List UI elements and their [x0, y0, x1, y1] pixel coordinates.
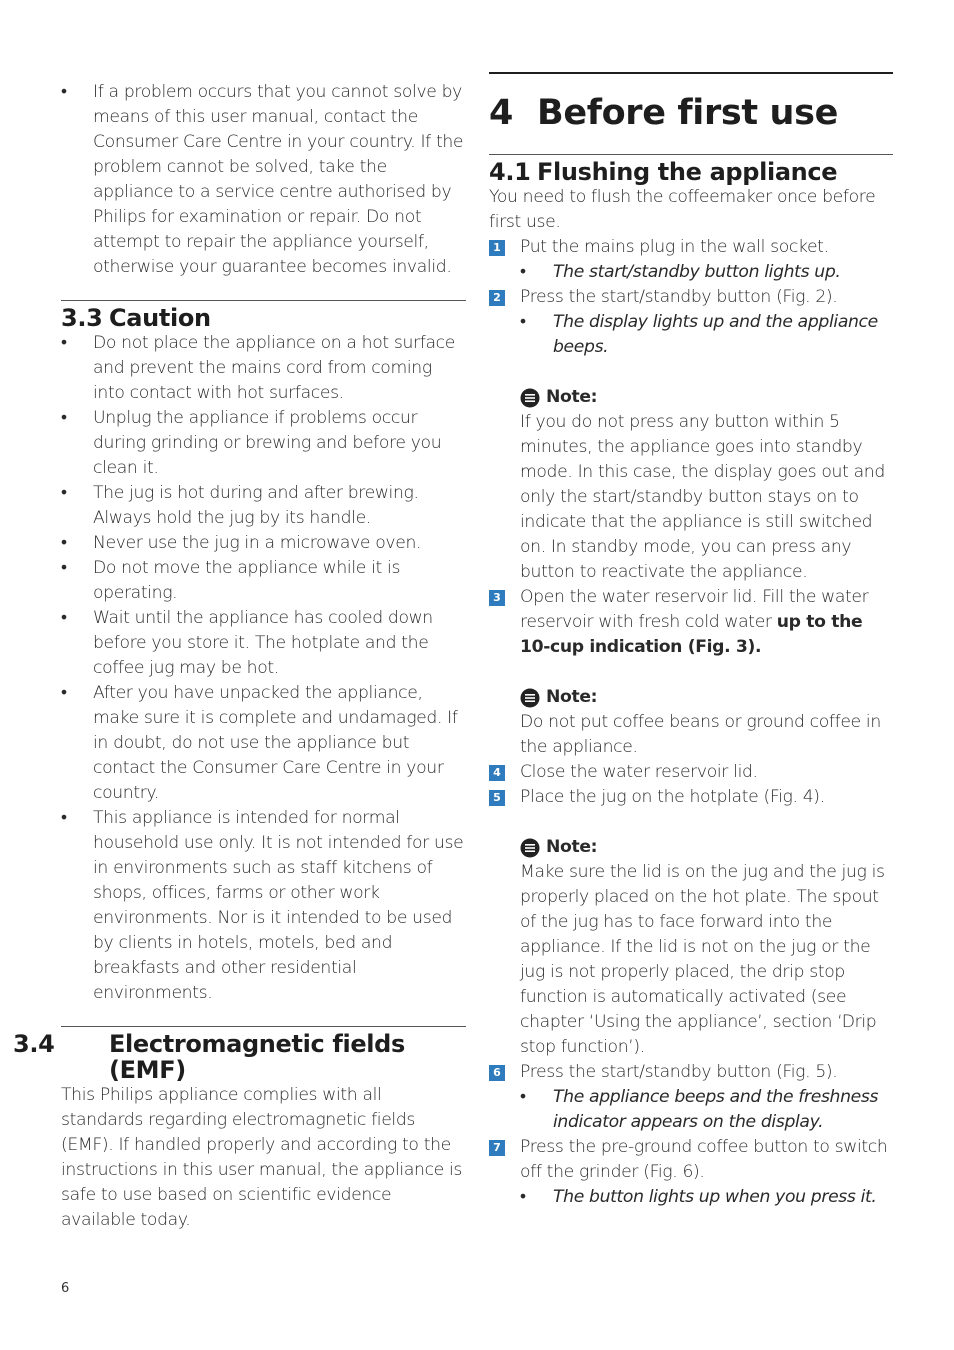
- step-number-badge: 7: [489, 1140, 505, 1156]
- list-item: [61, 681, 466, 806]
- step-text: Open the water reservoir lid. Fill the water reservoir with fresh cold water: [520, 587, 869, 632]
- chapter-title: Before first use: [537, 93, 838, 133]
- list-item: [61, 331, 466, 406]
- step-1: [489, 235, 893, 260]
- page-number: 6: [61, 1281, 70, 1296]
- step-number-badge: 1: [489, 240, 505, 256]
- section-number: 3.3: [61, 304, 103, 332]
- step-text: Press the start/standby button (Fig. 5).: [520, 1062, 838, 1082]
- list-item: [61, 80, 466, 280]
- step-text: Press the pre-ground coffee button to switch off the grinder (Fig. 6).: [520, 1137, 888, 1182]
- step-text: Put the mains plug in the wall socket.: [520, 237, 829, 257]
- list-item: [61, 806, 466, 1006]
- left-column: [13, 0, 466, 1233]
- section-heading-flushing: [489, 154, 893, 185]
- right-column: [489, 0, 893, 1210]
- step-number-badge: 2: [489, 290, 505, 306]
- note-icon: [520, 838, 540, 858]
- step-3: [489, 585, 893, 660]
- step-number-badge: 5: [489, 790, 505, 806]
- section-heading-caution: [61, 300, 466, 331]
- note-label: Note:: [546, 687, 598, 707]
- note-icon: [520, 688, 540, 708]
- step-result: [489, 310, 893, 360]
- step-4: [489, 760, 893, 785]
- bullet-text: If a problem occurs that you cannot solve by means of this user manual, contact the Consumer Care Centre in your country. If the problem cannot be solved, take the appliance to a service centre authorised by Philips for examination or repair. Do not attempt to repair the appliance yourself, otherwise your guarantee becomes invalid.: [93, 82, 464, 277]
- note-label: Note:: [546, 837, 598, 857]
- bullet-dot: •: [61, 533, 67, 553]
- section-heading-emf: [13, 1026, 466, 1084]
- note-body: If you do not press any button within 5 minutes, the appliance goes into standby mode. In this case, the display goes out and only the start/standby button stays on to indicate that the appliance is still switched on. In standby mode, you can press any button to reactivate the appliance.: [520, 412, 885, 582]
- section-intro: You need to flush the coffeemaker once before first use.: [489, 187, 876, 232]
- bullet-text: Do not place the appliance on a hot surface and prevent the mains cord from coming into contact with hot surfaces.: [93, 333, 455, 403]
- step-result: [489, 1185, 893, 1210]
- step-2: [489, 285, 893, 310]
- step-number-badge: 6: [489, 1065, 505, 1081]
- bullet-text: This appliance is intended for normal household use only. It is not intended for use in environments such as staff kitchens of shops, offices, farms or other work environments. Nor is it intended to be used by clients in hotels, motels, bed and breakfasts and other residential environments.: [93, 808, 464, 1003]
- list-item: [61, 481, 466, 531]
- result-text: The button lights up when you press it.: [553, 1187, 877, 1207]
- bullet-text: The jug is hot during and after brewing. Always hold the jug by its handle.: [93, 483, 419, 528]
- bullet-dot: •: [520, 1187, 526, 1207]
- step-6: [489, 1060, 893, 1085]
- bullet-dot: •: [61, 333, 67, 353]
- emf-paragraph: This Philips appliance complies with all standards regarding electromagnetic fields (EMF). If handled properly and according to the instructions in this user manual, the appliance is safe to use based on scientific evidence available today.: [61, 1085, 463, 1230]
- bullet-text: After you have unpacked the appliance, make sure it is complete and undamaged. If in doubt, do not use the appliance but contact the Consumer Care Centre in your country.: [93, 683, 458, 803]
- step-7: [489, 1135, 893, 1185]
- result-text: The appliance beeps and the freshness indicator appears on the display.: [553, 1087, 879, 1132]
- bullet-dot: •: [61, 683, 67, 703]
- section-title: Flushing the appliance: [537, 158, 838, 186]
- bullet-text: Do not move the appliance while it is operating.: [93, 558, 401, 603]
- result-text: The start/standby button lights up.: [553, 262, 841, 282]
- step-text: Close the water reservoir lid.: [520, 762, 758, 782]
- step-text: Place the jug on the hotplate (Fig. 4).: [520, 787, 825, 807]
- section-number: 4.1: [489, 158, 531, 186]
- section-number: 3.4: [13, 1030, 55, 1058]
- bullet-dot: •: [61, 82, 67, 102]
- caution-list: [61, 331, 466, 1006]
- bullet-text: Unplug the appliance if problems occur during grinding or brewing and before you clean it.: [93, 408, 442, 478]
- bullet-dot: •: [520, 1087, 526, 1107]
- bullet-dot: •: [61, 408, 67, 428]
- section-title: Caution: [109, 304, 211, 332]
- note-body: Make sure the lid is on the jug and the jug is properly placed on the hot plate. The spout of the jug has to face forward into the appliance. If the lid is not on the jug or the jug is not properly placed, the drip stop function is automatically activated (see chapter ‘Using the appliance’, section ‘Drip stop function’).: [520, 862, 885, 1057]
- bullet-dot: •: [520, 262, 526, 282]
- step-result: [489, 1085, 893, 1135]
- bullet-dot: •: [61, 558, 67, 578]
- step-number-badge: 4: [489, 765, 505, 781]
- bullet-text: Wait until the appliance has cooled down before you store it. The hotplate and the coffee jug may be hot.: [93, 608, 433, 678]
- note-heading: [489, 685, 893, 710]
- bullet-dot: •: [520, 312, 526, 332]
- list-item: [61, 406, 466, 481]
- step-text: Press the start/standby button (Fig. 2).: [520, 287, 838, 307]
- step-5: [489, 785, 893, 810]
- list-item: [61, 556, 466, 606]
- step-number-badge: 3: [489, 590, 505, 606]
- note-icon: [520, 388, 540, 408]
- list-item: [61, 531, 466, 556]
- bullet-text: Never use the jug in a microwave oven.: [93, 533, 422, 553]
- note-heading: [489, 835, 893, 860]
- bullet-dot: •: [61, 608, 67, 628]
- bullet-dot: •: [61, 483, 67, 503]
- result-text: The display lights up and the appliance beeps.: [553, 312, 878, 357]
- note-heading: [489, 385, 893, 410]
- note-body: Do not put coffee beans or ground coffee in the appliance.: [520, 712, 881, 757]
- chapter-number: 4: [489, 93, 514, 133]
- note-label: Note:: [546, 387, 598, 407]
- chapter-heading: [489, 72, 893, 133]
- step-text-bold: up to the 10-cup indication (Fig. 3).: [520, 612, 863, 657]
- step-result: [489, 260, 893, 285]
- list-item: [61, 606, 466, 681]
- bullet-dot: •: [61, 808, 67, 828]
- section-title: Electromagnetic fields (EMF): [109, 1030, 405, 1084]
